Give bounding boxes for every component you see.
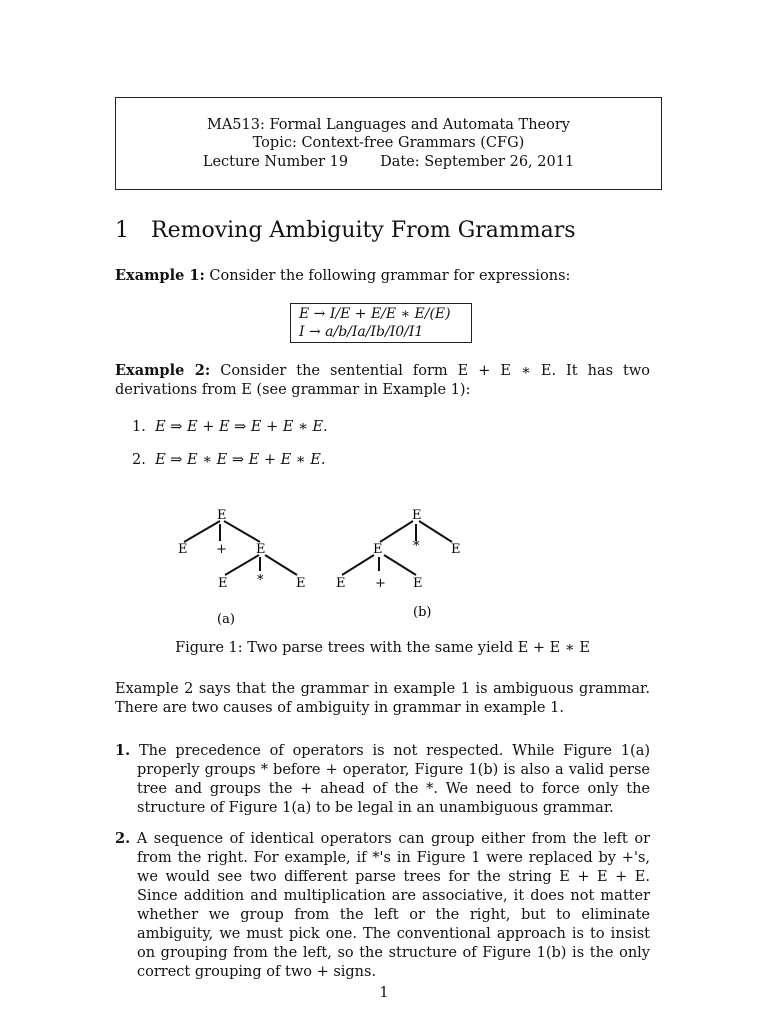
example-1-text: Consider the following grammar for expressions: (209, 268, 571, 284)
grammar-rule-i: I → a/b/Ia/Ib/I0/I1 (299, 324, 424, 340)
derivation-1-number: 1. (132, 419, 146, 435)
derivation-1-text: E ⇒ E + E ⇒ E + E ∗ E. (155, 419, 328, 435)
grammar-box (290, 303, 472, 343)
parse-tree-b (336, 508, 461, 620)
tree-a-right: E (256, 542, 266, 557)
ambiguity-paragraph: Example 2 says that the grammar in example 1 is ambiguous grammar. There are two causes of ambiguity in grammar in example 1. (115, 681, 650, 716)
tree-a-sub-right: E (296, 576, 306, 591)
section-title: Removing Ambiguity From Grammars (151, 218, 576, 243)
figure-caption: Figure 1: Two parse trees with the same yield E + E ∗ E (175, 640, 590, 656)
cause-2-number: 2. (115, 830, 131, 847)
lecture-date-line (116, 154, 661, 170)
tree-b-label: (b) (413, 605, 432, 620)
tree-b-edge-root-left (380, 521, 413, 542)
cause-2 (115, 829, 650, 982)
tree-a-label: (a) (217, 612, 235, 627)
tree-a-sub-op: * (257, 573, 264, 588)
course-title: MA513: Formal Languages and Automata Theory (206, 117, 570, 133)
tree-b-op: * (413, 539, 420, 554)
derivation-1 (132, 419, 328, 435)
cause-1-number: 1. (115, 742, 131, 759)
parse-tree-a (178, 508, 306, 627)
example-1 (115, 266, 650, 286)
tree-a-edge-root-left (184, 521, 220, 542)
cause-2-text: A sequence of identical operators can group either from the left or from the right. For example, if *'s in Figure 1 were replaced by +'s, we would see two different parse trees for the string E + E + E. Since addition and multiplication are associative, it does not matter whether we group from the left or the right, but to eliminate ambiguity, we must pick one. The conventional approach is to insist on grouping from the left, so the structure of Figure 1(b) is the only correct grouping of two + signs. (136, 831, 651, 980)
section-heading (115, 218, 576, 243)
cause-1 (115, 741, 650, 818)
tree-b-edge-root-right (419, 521, 452, 542)
grammar-rule-e: E → I/E + E/E ∗ E/(E) (299, 306, 451, 322)
tree-a-edge-sub-left (225, 555, 259, 575)
derivation-2-text: E ⇒ E ∗ E ⇒ E + E ∗ E. (155, 452, 326, 468)
lecture-header-box (115, 97, 662, 190)
tree-a-op: + (216, 542, 227, 557)
derivation-2 (132, 452, 325, 468)
page-number: 1 (379, 985, 389, 1001)
example-1-label: Example 1: (115, 267, 205, 284)
tree-b-edge-sub-left (342, 555, 374, 575)
lecture-date: Date: September 26, 2011 (380, 154, 575, 170)
example-2-label: Example 2: (115, 362, 211, 379)
tree-a-edge-sub-right (265, 555, 297, 575)
tree-a-root: E (217, 508, 227, 523)
example-2 (115, 361, 650, 400)
parse-trees-figure (170, 505, 490, 630)
tree-a-sub-left: E (218, 576, 228, 591)
tree-b-left: E (373, 542, 383, 557)
lecture-number: Lecture Number 19 (202, 154, 349, 170)
section-number: 1 (115, 218, 129, 243)
tree-b-edge-sub-right (384, 555, 416, 575)
topic-line: Topic: Context-free Grammars (CFG) (252, 135, 525, 151)
tree-b-sub-left: E (336, 576, 346, 591)
tree-b-sub-op: + (375, 576, 386, 591)
derivation-2-number: 2. (132, 452, 146, 468)
tree-a-left: E (178, 542, 188, 557)
example-2-text: Consider the sentential form E + E ∗ E. It has two derivations from E (see grammar in Example 1): (115, 363, 651, 398)
cause-1-text: The precedence of operators is not respected. While Figure 1(a) properly groups * before + operator, Figure 1(b) is also a valid perse tree and groups the + ahead of the *. We need to force only the structure of Figure 1(a) to be legal in an unambiguous grammar. (137, 743, 651, 816)
tree-b-right: E (451, 542, 461, 557)
tree-b-sub-right: E (413, 576, 423, 591)
tree-a-edge-root-right (224, 521, 260, 542)
tree-b-root: E (412, 508, 422, 523)
